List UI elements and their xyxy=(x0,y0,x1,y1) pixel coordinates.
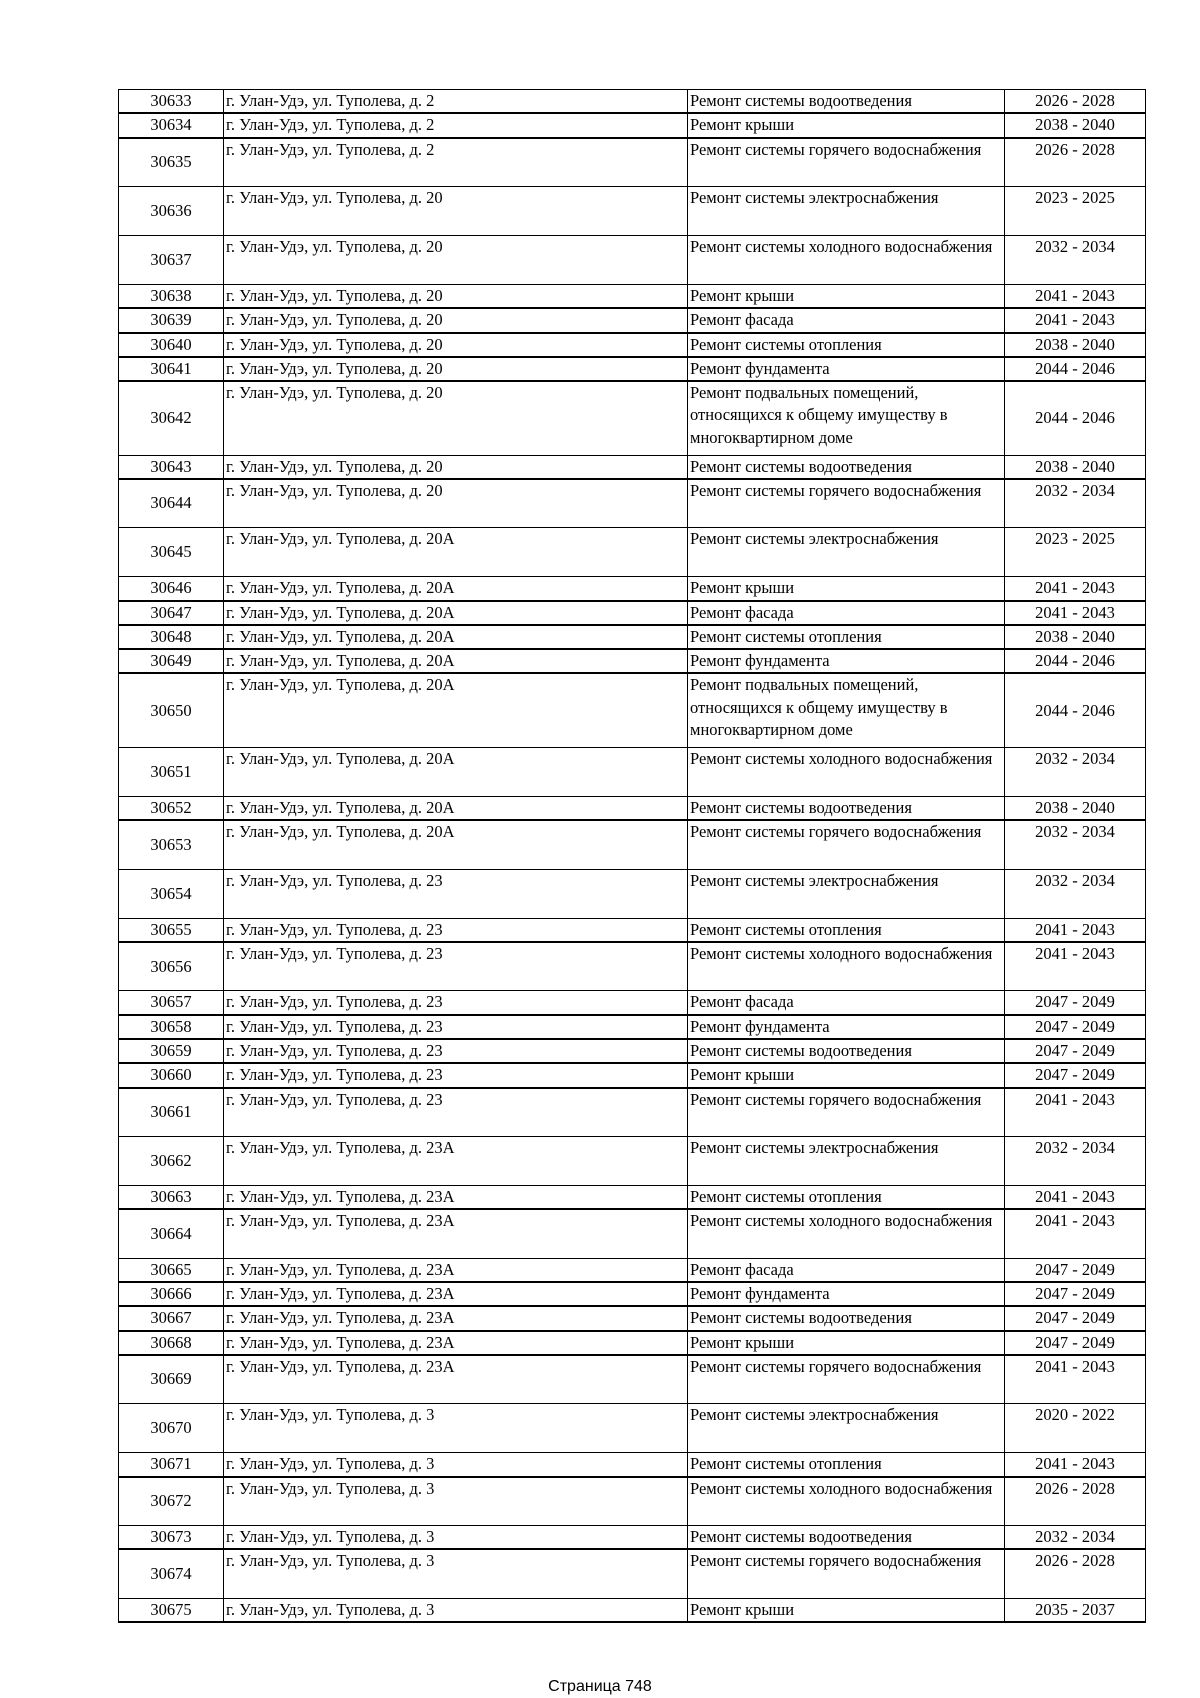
row-work-type: Ремонт фундамента xyxy=(688,357,1005,381)
table-row xyxy=(119,1282,1146,1306)
table-row xyxy=(119,1209,1146,1258)
row-number: 30652 xyxy=(119,796,224,820)
row-number: 30664 xyxy=(119,1209,224,1258)
table-row xyxy=(119,528,1146,577)
row-period: 2041 - 2043 xyxy=(1005,601,1146,625)
row-address: г. Улан-Удэ, ул. Туполева, д. 2 xyxy=(224,90,688,114)
table-row xyxy=(119,942,1146,991)
table-row xyxy=(119,285,1146,309)
row-work-type: Ремонт системы горячего водоснабжения xyxy=(688,1549,1005,1598)
table-row xyxy=(119,649,1146,673)
table-row xyxy=(119,820,1146,869)
row-address: г. Улан-Удэ, ул. Туполева, д. 23 xyxy=(224,869,688,918)
row-address: г. Улан-Удэ, ул. Туполева, д. 20 xyxy=(224,479,688,528)
row-number: 30657 xyxy=(119,991,224,1015)
row-number: 30654 xyxy=(119,869,224,918)
table-row xyxy=(119,577,1146,601)
row-address: г. Улан-Удэ, ул. Туполева, д. 23А xyxy=(224,1209,688,1258)
table-row xyxy=(119,1015,1146,1039)
row-work-type: Ремонт системы горячего водоснабжения xyxy=(688,1355,1005,1404)
row-number: 30648 xyxy=(119,625,224,649)
row-number: 30653 xyxy=(119,820,224,869)
table-row xyxy=(119,1088,1146,1137)
row-address: г. Улан-Удэ, ул. Туполева, д. 20 xyxy=(224,187,688,236)
row-period: 2047 - 2049 xyxy=(1005,1258,1146,1282)
row-number: 30640 xyxy=(119,333,224,357)
row-address: г. Улан-Удэ, ул. Туполева, д. 20А xyxy=(224,528,688,577)
row-work-type: Ремонт системы отопления xyxy=(688,333,1005,357)
table-row xyxy=(119,479,1146,528)
row-period: 2044 - 2046 xyxy=(1005,649,1146,673)
row-address: г. Улан-Удэ, ул. Туполева, д. 23 xyxy=(224,1015,688,1039)
row-work-type: Ремонт системы отопления xyxy=(688,1186,1005,1210)
row-period: 2023 - 2025 xyxy=(1005,528,1146,577)
row-number: 30672 xyxy=(119,1477,224,1526)
table-row xyxy=(119,308,1146,332)
row-address: г. Улан-Удэ, ул. Туполева, д. 20А xyxy=(224,625,688,649)
row-number: 30647 xyxy=(119,601,224,625)
row-work-type: Ремонт системы водоотведения xyxy=(688,1526,1005,1550)
table-row xyxy=(119,1549,1146,1598)
row-work-type: Ремонт крыши xyxy=(688,1331,1005,1355)
table-row xyxy=(119,1477,1146,1526)
row-number: 30659 xyxy=(119,1039,224,1063)
row-address: г. Улан-Удэ, ул. Туполева, д. 23 xyxy=(224,1039,688,1063)
row-number: 30635 xyxy=(119,138,224,187)
row-address: г. Улан-Удэ, ул. Туполева, д. 20А xyxy=(224,649,688,673)
row-work-type: Ремонт фасада xyxy=(688,308,1005,332)
row-period: 2047 - 2049 xyxy=(1005,1015,1146,1039)
table-row xyxy=(119,1404,1146,1453)
row-period: 2044 - 2046 xyxy=(1005,357,1146,381)
table-row xyxy=(119,625,1146,649)
row-number: 30643 xyxy=(119,455,224,479)
row-address: г. Улан-Удэ, ул. Туполева, д. 23А xyxy=(224,1306,688,1330)
row-work-type: Ремонт подвальных помещений, относящихся к общему имуществу в многоквартирном доме xyxy=(688,673,1005,747)
row-number: 30661 xyxy=(119,1088,224,1137)
row-number: 30675 xyxy=(119,1598,224,1622)
row-work-type: Ремонт системы горячего водоснабжения xyxy=(688,1088,1005,1137)
row-work-type: Ремонт системы отопления xyxy=(688,918,1005,942)
table-row xyxy=(119,1331,1146,1355)
row-work-type: Ремонт системы горячего водоснабжения xyxy=(688,138,1005,187)
row-period: 2041 - 2043 xyxy=(1005,918,1146,942)
row-number: 30671 xyxy=(119,1453,224,1477)
table-row xyxy=(119,1355,1146,1404)
row-period: 2041 - 2043 xyxy=(1005,1453,1146,1477)
row-period: 2026 - 2028 xyxy=(1005,90,1146,114)
table-row xyxy=(119,991,1146,1015)
row-number: 30667 xyxy=(119,1306,224,1330)
row-period: 2032 - 2034 xyxy=(1005,1137,1146,1186)
row-work-type: Ремонт крыши xyxy=(688,285,1005,309)
row-number: 30636 xyxy=(119,187,224,236)
row-period: 2041 - 2043 xyxy=(1005,942,1146,991)
table-row xyxy=(119,455,1146,479)
row-address: г. Улан-Удэ, ул. Туполева, д. 2 xyxy=(224,113,688,137)
row-address: г. Улан-Удэ, ул. Туполева, д. 23 xyxy=(224,991,688,1015)
row-address: г. Улан-Удэ, ул. Туполева, д. 20 xyxy=(224,333,688,357)
table-row xyxy=(119,236,1146,285)
row-period: 2041 - 2043 xyxy=(1005,1355,1146,1404)
row-work-type: Ремонт системы водоотведения xyxy=(688,1306,1005,1330)
table-row xyxy=(119,333,1146,357)
repair-schedule-table xyxy=(118,89,1146,1623)
row-period: 2020 - 2022 xyxy=(1005,1404,1146,1453)
row-period: 2035 - 2037 xyxy=(1005,1598,1146,1622)
row-address: г. Улан-Удэ, ул. Туполева, д. 3 xyxy=(224,1526,688,1550)
row-address: г. Улан-Удэ, ул. Туполева, д. 3 xyxy=(224,1404,688,1453)
row-address: г. Улан-Удэ, ул. Туполева, д. 20 xyxy=(224,381,688,455)
row-work-type: Ремонт системы водоотведения xyxy=(688,1039,1005,1063)
row-period: 2047 - 2049 xyxy=(1005,1282,1146,1306)
row-number: 30650 xyxy=(119,673,224,747)
row-period: 2026 - 2028 xyxy=(1005,1477,1146,1526)
row-address: г. Улан-Удэ, ул. Туполева, д. 20А xyxy=(224,747,688,796)
row-period: 2047 - 2049 xyxy=(1005,1039,1146,1063)
row-period: 2038 - 2040 xyxy=(1005,113,1146,137)
row-work-type: Ремонт крыши xyxy=(688,1063,1005,1087)
row-address: г. Улан-Удэ, ул. Туполева, д. 23 xyxy=(224,1088,688,1137)
row-address: г. Улан-Удэ, ул. Туполева, д. 3 xyxy=(224,1453,688,1477)
row-address: г. Улан-Удэ, ул. Туполева, д. 20 xyxy=(224,308,688,332)
table-row xyxy=(119,1063,1146,1087)
row-number: 30662 xyxy=(119,1137,224,1186)
row-period: 2032 - 2034 xyxy=(1005,869,1146,918)
row-period: 2041 - 2043 xyxy=(1005,577,1146,601)
table-row xyxy=(119,918,1146,942)
row-period: 2041 - 2043 xyxy=(1005,308,1146,332)
row-period: 2032 - 2034 xyxy=(1005,820,1146,869)
row-address: г. Улан-Удэ, ул. Туполева, д. 23А xyxy=(224,1186,688,1210)
row-work-type: Ремонт подвальных помещений, относящихся к общему имуществу в многоквартирном доме xyxy=(688,381,1005,455)
row-number: 30655 xyxy=(119,918,224,942)
row-number: 30651 xyxy=(119,747,224,796)
row-period: 2044 - 2046 xyxy=(1005,381,1146,455)
row-number: 30641 xyxy=(119,357,224,381)
row-number: 30649 xyxy=(119,649,224,673)
row-work-type: Ремонт системы горячего водоснабжения xyxy=(688,479,1005,528)
row-number: 30658 xyxy=(119,1015,224,1039)
table-row xyxy=(119,357,1146,381)
table-row xyxy=(119,1137,1146,1186)
row-number: 30637 xyxy=(119,236,224,285)
row-number: 30668 xyxy=(119,1331,224,1355)
row-number: 30666 xyxy=(119,1282,224,1306)
row-address: г. Улан-Удэ, ул. Туполева, д. 3 xyxy=(224,1477,688,1526)
table-row xyxy=(119,869,1146,918)
row-work-type: Ремонт системы горячего водоснабжения xyxy=(688,820,1005,869)
row-period: 2032 - 2034 xyxy=(1005,236,1146,285)
row-work-type: Ремонт системы электроснабжения xyxy=(688,869,1005,918)
row-work-type: Ремонт фундамента xyxy=(688,1015,1005,1039)
row-number: 30638 xyxy=(119,285,224,309)
row-number: 30639 xyxy=(119,308,224,332)
row-period: 2041 - 2043 xyxy=(1005,1209,1146,1258)
row-work-type: Ремонт крыши xyxy=(688,113,1005,137)
row-address: г. Улан-Удэ, ул. Туполева, д. 20А xyxy=(224,796,688,820)
table-row xyxy=(119,381,1146,455)
row-work-type: Ремонт фундамента xyxy=(688,1282,1005,1306)
row-number: 30670 xyxy=(119,1404,224,1453)
row-work-type: Ремонт системы холодного водоснабжения xyxy=(688,236,1005,285)
row-number: 30663 xyxy=(119,1186,224,1210)
table-row xyxy=(119,138,1146,187)
row-address: г. Улан-Удэ, ул. Туполева, д. 23 xyxy=(224,1063,688,1087)
row-work-type: Ремонт системы холодного водоснабжения xyxy=(688,1477,1005,1526)
row-address: г. Улан-Удэ, ул. Туполева, д. 23 xyxy=(224,918,688,942)
row-period: 2038 - 2040 xyxy=(1005,333,1146,357)
row-number: 30644 xyxy=(119,479,224,528)
row-period: 2032 - 2034 xyxy=(1005,479,1146,528)
row-address: г. Улан-Удэ, ул. Туполева, д. 23А xyxy=(224,1282,688,1306)
table-row xyxy=(119,1186,1146,1210)
row-period: 2044 - 2046 xyxy=(1005,673,1146,747)
row-number: 30674 xyxy=(119,1549,224,1598)
row-work-type: Ремонт фасада xyxy=(688,991,1005,1015)
row-period: 2032 - 2034 xyxy=(1005,747,1146,796)
row-number: 30645 xyxy=(119,528,224,577)
row-work-type: Ремонт системы водоотведения xyxy=(688,90,1005,114)
row-work-type: Ремонт фасада xyxy=(688,601,1005,625)
table-row xyxy=(119,796,1146,820)
row-number: 30669 xyxy=(119,1355,224,1404)
table-row xyxy=(119,1598,1146,1622)
row-address: г. Улан-Удэ, ул. Туполева, д. 20 xyxy=(224,455,688,479)
row-work-type: Ремонт системы отопления xyxy=(688,625,1005,649)
row-number: 30660 xyxy=(119,1063,224,1087)
row-address: г. Улан-Удэ, ул. Туполева, д. 20А xyxy=(224,601,688,625)
row-address: г. Улан-Удэ, ул. Туполева, д. 20 xyxy=(224,236,688,285)
row-number: 30665 xyxy=(119,1258,224,1282)
row-work-type: Ремонт крыши xyxy=(688,577,1005,601)
table-row xyxy=(119,673,1146,747)
table-row xyxy=(119,90,1146,114)
row-work-type: Ремонт крыши xyxy=(688,1598,1005,1622)
table-row xyxy=(119,1453,1146,1477)
row-work-type: Ремонт системы водоотведения xyxy=(688,796,1005,820)
row-period: 2026 - 2028 xyxy=(1005,138,1146,187)
row-address: г. Улан-Удэ, ул. Туполева, д. 23А xyxy=(224,1258,688,1282)
table-row xyxy=(119,113,1146,137)
row-period: 2047 - 2049 xyxy=(1005,991,1146,1015)
row-work-type: Ремонт системы водоотведения xyxy=(688,455,1005,479)
table-row xyxy=(119,601,1146,625)
row-address: г. Улан-Удэ, ул. Туполева, д. 20 xyxy=(224,357,688,381)
row-period: 2038 - 2040 xyxy=(1005,796,1146,820)
row-address: г. Улан-Удэ, ул. Туполева, д. 23А xyxy=(224,1331,688,1355)
row-work-type: Ремонт системы отопления xyxy=(688,1453,1005,1477)
row-work-type: Ремонт системы холодного водоснабжения xyxy=(688,942,1005,991)
row-period: 2047 - 2049 xyxy=(1005,1331,1146,1355)
row-address: г. Улан-Удэ, ул. Туполева, д. 3 xyxy=(224,1549,688,1598)
table-row xyxy=(119,1258,1146,1282)
row-work-type: Ремонт системы электроснабжения xyxy=(688,187,1005,236)
row-number: 30634 xyxy=(119,113,224,137)
row-number: 30633 xyxy=(119,90,224,114)
row-address: г. Улан-Удэ, ул. Туполева, д. 23А xyxy=(224,1355,688,1404)
row-work-type: Ремонт системы электроснабжения xyxy=(688,528,1005,577)
table-row xyxy=(119,1306,1146,1330)
row-period: 2023 - 2025 xyxy=(1005,187,1146,236)
table-body xyxy=(119,90,1146,1623)
row-address: г. Улан-Удэ, ул. Туполева, д. 23 xyxy=(224,942,688,991)
row-period: 2041 - 2043 xyxy=(1005,1186,1146,1210)
row-address: г. Улан-Удэ, ул. Туполева, д. 23А xyxy=(224,1137,688,1186)
row-address: г. Улан-Удэ, ул. Туполева, д. 20А xyxy=(224,577,688,601)
row-period: 2026 - 2028 xyxy=(1005,1549,1146,1598)
page-number: Страница 748 xyxy=(548,1678,652,1695)
row-period: 2041 - 2043 xyxy=(1005,1088,1146,1137)
row-work-type: Ремонт системы электроснабжения xyxy=(688,1137,1005,1186)
row-number: 30646 xyxy=(119,577,224,601)
row-address: г. Улан-Удэ, ул. Туполева, д. 20А xyxy=(224,673,688,747)
row-number: 30642 xyxy=(119,381,224,455)
row-period: 2047 - 2049 xyxy=(1005,1306,1146,1330)
row-work-type: Ремонт системы холодного водоснабжения xyxy=(688,1209,1005,1258)
table-row xyxy=(119,1039,1146,1063)
table-row xyxy=(119,1526,1146,1550)
row-work-type: Ремонт фасада xyxy=(688,1258,1005,1282)
row-address: г. Улан-Удэ, ул. Туполева, д. 20 xyxy=(224,285,688,309)
row-address: г. Улан-Удэ, ул. Туполева, д. 3 xyxy=(224,1598,688,1622)
row-address: г. Улан-Удэ, ул. Туполева, д. 20А xyxy=(224,820,688,869)
row-work-type: Ремонт фундамента xyxy=(688,649,1005,673)
row-number: 30656 xyxy=(119,942,224,991)
row-period: 2047 - 2049 xyxy=(1005,1063,1146,1087)
row-address: г. Улан-Удэ, ул. Туполева, д. 2 xyxy=(224,138,688,187)
row-period: 2041 - 2043 xyxy=(1005,285,1146,309)
row-period: 2032 - 2034 xyxy=(1005,1526,1146,1550)
row-work-type: Ремонт системы электроснабжения xyxy=(688,1404,1005,1453)
row-number: 30673 xyxy=(119,1526,224,1550)
table-row xyxy=(119,187,1146,236)
table-row xyxy=(119,747,1146,796)
row-period: 2038 - 2040 xyxy=(1005,455,1146,479)
row-period: 2038 - 2040 xyxy=(1005,625,1146,649)
row-work-type: Ремонт системы холодного водоснабжения xyxy=(688,747,1005,796)
